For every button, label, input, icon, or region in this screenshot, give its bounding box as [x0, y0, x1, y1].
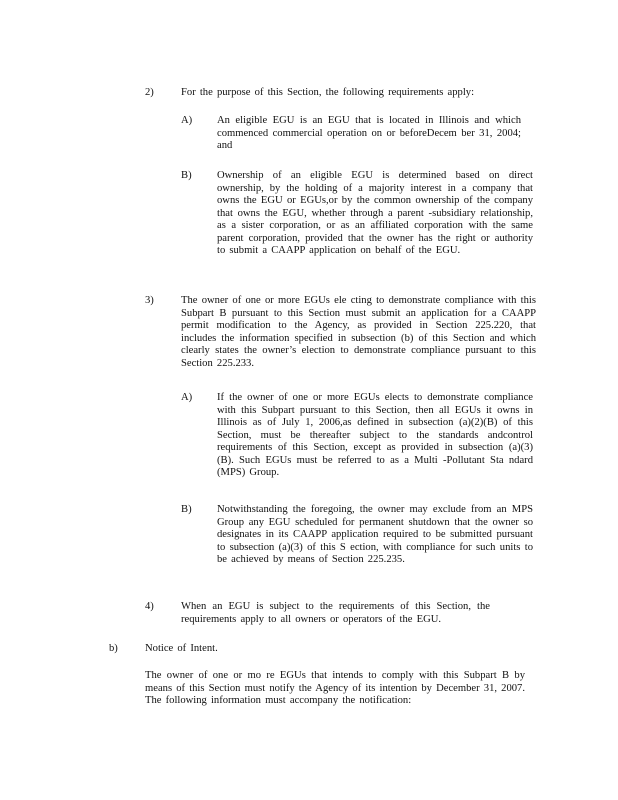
item-2a-text: An eligible EGU is an EGU that is located in Illinois and which commenced commercial operation on or beforeDecem ber 31, 2004; and: [217, 115, 521, 151]
item-3a-label: A): [181, 392, 193, 403]
item-4-label: 4): [145, 601, 154, 612]
item-2b-text: Ownership of an eligible EGU is determined based on direct ownership, by the holding of a majority interest in a company that owns the EGU or EGUs,or by the common ownership of the company that owns the EGU, whether through a parent -subsidiary relationship, as a sister corporation, or as an affiliated corporation with the same parent corporation, provided that the owner has the right or authority to submit a CAAPP application on behalf of the EGU.: [217, 170, 533, 256]
item-3a-text: If the owner of one or more EGUs elects to demonstrate compliance with this Subpart pursuant to this Section, then all EGUs it owns in Illinois as of July 1, 2006,as defined in subsection (a)(2)(B) of this Section, must be thereafter subject to the standards andcontrol requirements of this Section, except as provided in subsection (a)(3)(B). Such EGUs must be referred to as a Multi -Pollutant Sta ndard (MPS) Group.: [217, 392, 533, 478]
item-3b-label: B): [181, 504, 192, 515]
item-3-label: 3): [145, 295, 154, 306]
item-2-text: For the purpose of this Section, the following requirements apply:: [181, 87, 475, 98]
item-b-label: b): [109, 643, 118, 654]
item-2a-label: A): [181, 115, 193, 126]
item-2-label: 2): [145, 87, 154, 98]
item-3-text: The owner of one or more EGUs ele cting to demonstrate compliance with this Subpart B pursuant to this Section must submit an application for a CAAPP permit modification to the Agency, as provided in Section 225.220, that includes the information specified in subsection (b) of this Section and which clearly states the owner’s election to demonstrate compliance pursuant to this Section 225.233.: [181, 295, 536, 369]
item-2b-label: B): [181, 170, 192, 181]
item-b-heading: Notice of Intent.: [145, 643, 218, 654]
item-3b-text: Notwithstanding the foregoing, the owner may exclude from an MPS Group any EGU scheduled for permanent shutdown that the owner so designates in its CAAPP application required to be submitted pursuant to subsection (a)(3) of this S ection, with compliance for such units to be achieved by means of Section 225.235.: [217, 504, 533, 565]
item-b-paragraph: The owner of one or mo re EGUs that intends to comply with this Subpart B by means of this Section must notify the Agency of its intention by December 31, 2007. The following information must accompany the notification:: [145, 670, 525, 706]
item-4-text: When an EGU is subject to the requirements of this Section, the requirements apply to all owners or operators of the EGU.: [181, 601, 490, 625]
